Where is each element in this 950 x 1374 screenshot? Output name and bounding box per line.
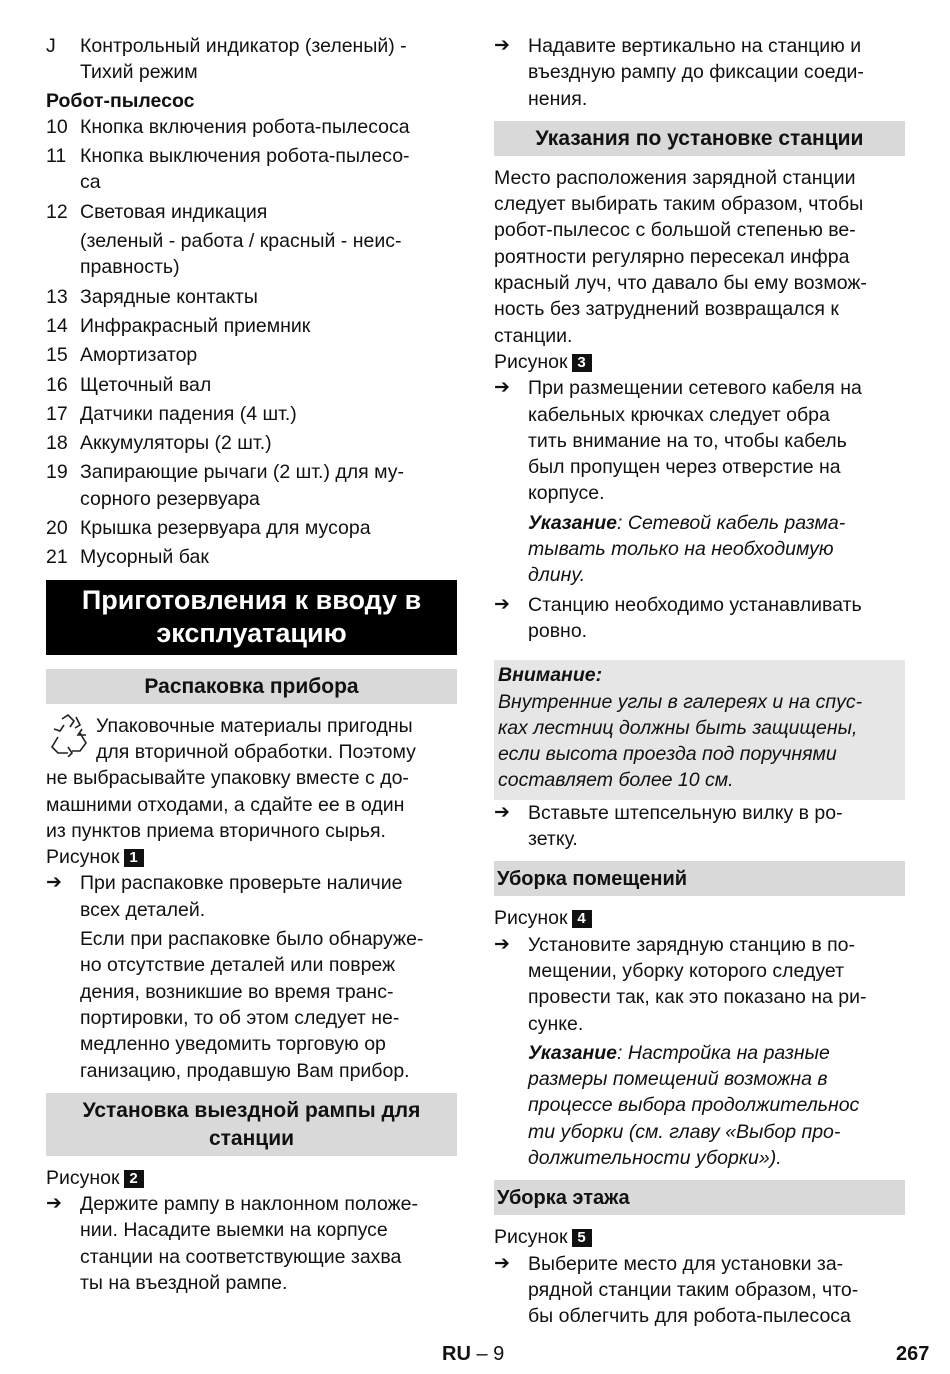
text-line: машними отходами, а сдайте ее в один bbox=[46, 793, 405, 816]
list-item-text: Световая индикация bbox=[80, 200, 268, 223]
text-line: не выбрасывайте упаковку вместе с до- bbox=[46, 767, 409, 790]
figure-ref-2: Рисунок 2 bbox=[46, 1165, 457, 1191]
list-item-number: 16 bbox=[46, 373, 68, 396]
arrow-icon: ➔ bbox=[494, 377, 510, 399]
list-item-text: Кнопка выключения робота-пылесо- bbox=[80, 145, 410, 168]
text-line: дения, возникшие во время транс- bbox=[80, 980, 394, 1003]
list-item-text: Амортизатор bbox=[80, 344, 198, 367]
text-line: ровно. bbox=[528, 619, 588, 642]
arrow-icon: ➔ bbox=[46, 872, 62, 894]
list-item-text: Запирающие рычаги (2 шт.) для му- bbox=[80, 461, 404, 484]
rooms-note: Указание: Настройка на разные размеры помещений возможна в процессе выбора продолжительнос ти уборки (см. главу «Выбор про- должительности уборки»). bbox=[528, 1041, 860, 1169]
bullet-unpack bbox=[46, 870, 457, 923]
text-line: если высота проезда под поручнями bbox=[498, 743, 837, 766]
list-item-number: 18 bbox=[46, 432, 68, 455]
figure-ref-4: Рисунок 4 bbox=[494, 905, 905, 931]
list-item bbox=[46, 313, 457, 339]
list-item-number: 20 bbox=[46, 517, 68, 540]
list-item bbox=[46, 33, 457, 86]
bullet-level bbox=[494, 592, 905, 645]
figure-number-badge: 5 bbox=[572, 1229, 592, 1247]
list-item-continuation bbox=[46, 228, 457, 281]
list-item-text: са bbox=[80, 171, 101, 194]
recycle-text bbox=[96, 713, 457, 766]
text-line: рядной станции таким образом, что- bbox=[528, 1278, 859, 1301]
text-line: робот-пылесос с большой степенью ве- bbox=[494, 219, 856, 242]
bullet-plug bbox=[494, 800, 905, 853]
figure-number-badge: 2 bbox=[124, 1170, 144, 1188]
list-item-text: Кнопка включения робота-пылесоса bbox=[80, 115, 410, 138]
arrow-icon: ➔ bbox=[494, 801, 510, 823]
text-line: Вставьте штепсельную вилку в ро- bbox=[528, 801, 843, 824]
text-line: нения. bbox=[528, 87, 588, 110]
text-line: Упаковочные материалы пригодны bbox=[96, 714, 413, 737]
text-line: всех деталей. bbox=[80, 898, 206, 921]
text-line: сунке. bbox=[528, 1012, 584, 1035]
text-line: При распаковке проверьте наличие bbox=[80, 872, 403, 895]
recycle-note bbox=[46, 713, 457, 766]
text-line: но отсутствие деталей или повреж bbox=[80, 954, 396, 977]
text-line: Надавите вертикально на станцию и bbox=[528, 35, 862, 57]
left-column bbox=[46, 33, 457, 1296]
text-line: медленно уведомить торговую ор bbox=[80, 1033, 386, 1056]
text-line: ках лестниц должны быть защищены, bbox=[498, 716, 858, 739]
install-heading: Указания по установке станции bbox=[494, 121, 905, 156]
list-item-number: 19 bbox=[46, 461, 68, 484]
figure-number-badge: 1 bbox=[124, 849, 144, 867]
text-line: для вторичной обработки. Поэтому bbox=[96, 740, 416, 763]
unpack-heading: Распаковка прибора bbox=[46, 669, 457, 704]
text-line: красный луч, что давало бы ему возмож- bbox=[494, 272, 867, 295]
ramp-heading: Установка выездной рампы для станции bbox=[46, 1093, 457, 1156]
text-line: станции. bbox=[494, 324, 573, 347]
figure-ref-1: Рисунок 1 bbox=[46, 844, 457, 870]
figure-number-badge: 3 bbox=[572, 354, 592, 372]
component-list-top bbox=[46, 33, 457, 86]
text-line: нии. Насадите выемки на корпусе bbox=[80, 1219, 388, 1242]
recycle-text-cont bbox=[46, 765, 457, 844]
recycle-icon bbox=[46, 713, 96, 766]
list-item-text: Щеточный вал bbox=[80, 373, 212, 396]
text-line: кабельных крючках следует обра bbox=[528, 403, 830, 426]
figure-number-badge: 4 bbox=[572, 910, 592, 928]
install-paragraph bbox=[494, 165, 905, 349]
text-line: составляет более 10 см. bbox=[498, 769, 734, 792]
text-line: станции на соответствующие захва bbox=[80, 1245, 402, 1268]
list-item-text: Контрольный индикатор (зеленый) - bbox=[80, 35, 407, 57]
list-item bbox=[46, 342, 457, 368]
right-column bbox=[494, 33, 905, 1329]
list-item-number: 11 bbox=[46, 145, 67, 168]
list-item-text: правность) bbox=[80, 256, 180, 279]
list-item-number: 14 bbox=[46, 314, 68, 337]
list-item-text: сорного резервуара bbox=[80, 487, 260, 510]
list-item-text: Тихий режим bbox=[80, 61, 198, 84]
text-line: ганизацию, продавшую Вам прибор. bbox=[80, 1059, 410, 1082]
bullet-rooms bbox=[494, 932, 905, 1037]
list-item bbox=[46, 515, 457, 541]
list-item-number: 10 bbox=[46, 115, 68, 138]
text-line: Установите зарядную станцию в по- bbox=[528, 933, 855, 956]
list-item bbox=[46, 114, 457, 140]
figure-ref-5: Рисунок 5 bbox=[494, 1224, 905, 1250]
text-line: бы облегчить для робота-пылесоса bbox=[528, 1305, 851, 1328]
warning-box bbox=[494, 660, 905, 799]
bullet-press bbox=[494, 33, 905, 112]
text-line: ность без затруднений возвращался к bbox=[494, 298, 839, 321]
list-item bbox=[46, 459, 457, 512]
list-item-text: (зеленый - работа / красный - неис- bbox=[80, 230, 402, 253]
text-line: зетку. bbox=[528, 828, 578, 851]
list-item-text: Мусорный бак bbox=[80, 546, 209, 569]
text-line: При размещении сетевого кабеля на bbox=[528, 377, 862, 400]
text-line: был пропущен через отверстие на bbox=[528, 456, 841, 479]
arrow-icon: ➔ bbox=[494, 1252, 510, 1274]
text-line: ты на въездной рампе. bbox=[80, 1271, 288, 1294]
list-item-text: Крышка резервуара для мусора bbox=[80, 517, 371, 540]
list-item-number: 13 bbox=[46, 285, 68, 308]
text-line: Внутренние углы в галереях и на спус- bbox=[498, 690, 863, 713]
arrow-icon: ➔ bbox=[494, 933, 510, 955]
text-line: въездную рампу до фиксации соеди- bbox=[528, 61, 864, 84]
list-item bbox=[46, 372, 457, 398]
text-line: Станцию необходимо устанавливать bbox=[528, 593, 862, 616]
text-line: Место расположения зарядной станции bbox=[494, 166, 856, 189]
text-line: следует выбирать таким образом, чтобы bbox=[494, 193, 864, 216]
bullet-floor bbox=[494, 1251, 905, 1330]
list-item-text: Аккумуляторы (2 шт.) bbox=[80, 432, 272, 455]
list-item-text: Инфракрасный приемник bbox=[80, 314, 311, 337]
text-line: мещении, уборку которого следует bbox=[528, 959, 844, 982]
footer-page-label: RU – 9 bbox=[442, 1343, 505, 1365]
text-line: Держите рампу в наклонном положе- bbox=[80, 1193, 419, 1216]
warning-title: Внимание: bbox=[498, 664, 603, 687]
bullet-ramp bbox=[46, 1191, 457, 1296]
bullet-cable bbox=[494, 375, 905, 506]
list-item-text: Зарядные контакты bbox=[80, 285, 258, 308]
arrow-icon: ➔ bbox=[494, 35, 510, 56]
list-item-number: 12 bbox=[46, 200, 68, 223]
list-item bbox=[46, 401, 457, 427]
arrow-icon: ➔ bbox=[494, 593, 510, 615]
list-item bbox=[46, 284, 457, 310]
list-item-number: 17 bbox=[46, 402, 68, 425]
text-line: портировки, то об этом следует не- bbox=[80, 1006, 400, 1029]
component-list-robot bbox=[46, 114, 457, 571]
list-item bbox=[46, 143, 457, 196]
text-line: Если при распаковке было обнаруже- bbox=[80, 928, 424, 951]
arrow-icon: ➔ bbox=[46, 1193, 62, 1215]
list-item bbox=[46, 199, 457, 225]
text-line: Выберите место для установки за- bbox=[528, 1252, 844, 1275]
cable-note: Указание: Сетевой кабель разма- тывать только на необходимую длину. bbox=[528, 511, 846, 587]
list-item-text: Датчики падения (4 шт.) bbox=[80, 402, 297, 425]
text-line: роятности регулярно пересекал инфра bbox=[494, 245, 850, 268]
footer-page-number: 267 bbox=[896, 1343, 930, 1365]
rooms-heading: Уборка помещений bbox=[494, 861, 905, 896]
text-line: корпусе. bbox=[528, 482, 605, 505]
robot-heading: Робот-пылесос bbox=[46, 89, 195, 112]
text-line: провести так, как это показано на ри- bbox=[528, 986, 867, 1009]
floor-heading: Уборка этажа bbox=[494, 1180, 905, 1215]
list-item bbox=[46, 544, 457, 570]
section-title: Приготовления к вводу в эксплуатацию bbox=[46, 580, 457, 655]
list-item-number: 21 bbox=[46, 546, 68, 569]
unpack-continuation bbox=[46, 926, 457, 1084]
list-item bbox=[46, 430, 457, 456]
text-line: тить внимание на то, чтобы кабель bbox=[528, 429, 847, 452]
list-item-number: 15 bbox=[46, 344, 68, 367]
figure-ref-3: Рисунок 3 bbox=[494, 349, 905, 375]
list-item-number: J bbox=[46, 35, 56, 57]
text-line: из пунктов приема вторичного сырья. bbox=[46, 819, 386, 842]
